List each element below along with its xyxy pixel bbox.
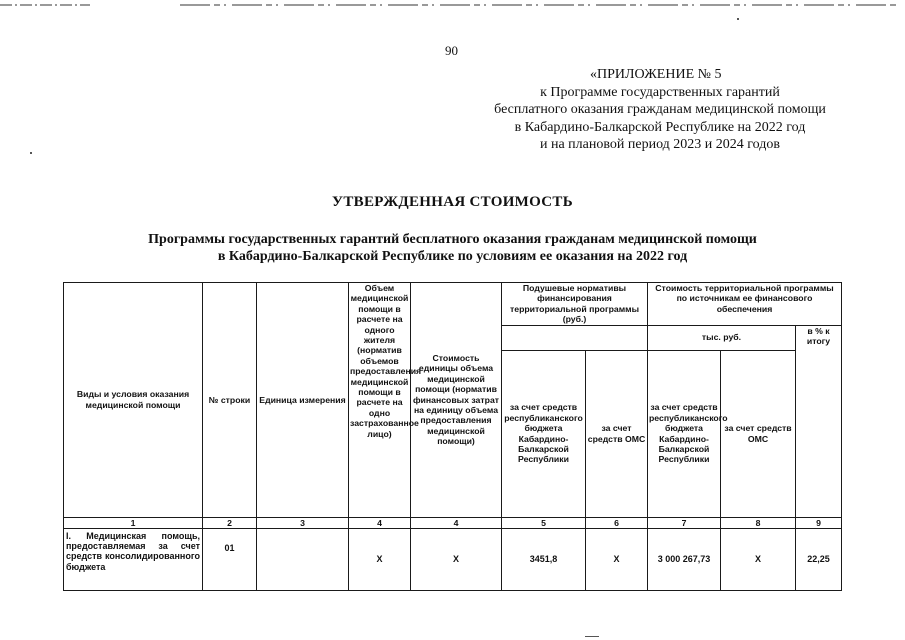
- appendix-line: и на плановой период 2023 и 2024 годов: [539, 137, 781, 152]
- row-percent: 22,25: [796, 528, 842, 590]
- scan-speck: [585, 636, 599, 637]
- appendix-header: [430, 66, 890, 154]
- column-number: 4: [411, 517, 502, 528]
- header-row: [64, 283, 842, 326]
- header-percap-budget: за счет средств республиканского бюджета Кабардино-Балкарской Республики: [502, 350, 586, 517]
- row-line-no: 01: [203, 528, 257, 590]
- header-volume: Объем медицинской помощи в расчете на одного жителя (норматив объемов предоставления медицинской помощи в расчете на одно застрахованное лицо): [349, 283, 411, 518]
- scan-speck: [30, 152, 32, 154]
- page-number: 90: [445, 43, 458, 58]
- appendix-heading: «ПРИЛОЖЕНИЕ № 5: [590, 67, 722, 82]
- row-unit: [257, 528, 349, 590]
- column-number: 9: [796, 517, 842, 528]
- header-cost-budget: за счет средств республиканского бюджета Кабардино-Балкарской Республики: [648, 350, 721, 517]
- column-number: 2: [203, 517, 257, 528]
- row-volume: Х: [349, 528, 411, 590]
- column-number: 6: [586, 517, 648, 528]
- row-cost-oms: Х: [721, 528, 796, 590]
- subtitle-line: в Кабардино-Балкарской Республике по условиям ее оказания на 2022 год: [217, 249, 688, 264]
- row-unit-cost: Х: [411, 528, 502, 590]
- column-number: 7: [648, 517, 721, 528]
- header-cost-oms: за счет средств ОМС: [721, 350, 796, 517]
- header-kind: Виды и условия оказания медицинской помощи: [64, 283, 203, 518]
- header-cost-percent: в % к итогу: [796, 325, 842, 517]
- document-title: УТВЕРЖДЕННАЯ СТОИМОСТЬ: [332, 194, 573, 210]
- row-kind: I. Медицинская помощь, предоставляемая за счет средств консолидированного бюджета: [64, 528, 203, 590]
- column-number: 1: [64, 517, 203, 528]
- column-number: 3: [257, 517, 349, 528]
- column-number-row: [64, 517, 842, 528]
- header-unit: Единица измерения: [257, 283, 349, 518]
- header-unit-cost: Стоимость единицы объема медицинской помощи (норматив финансовых затрат на единицу объема предоставления медицинской помощи): [411, 283, 502, 518]
- appendix-line: в Кабардино-Балкарской Республике на 2022 год: [514, 119, 806, 135]
- appendix-line: к Программе государственных гарантий: [540, 84, 780, 100]
- column-number: 4: [349, 517, 411, 528]
- document-subtitle: [0, 231, 905, 265]
- row-percap-budget: 3451,8: [502, 528, 586, 590]
- subtitle-line: Программы государственных гарантий бесплатного оказания гражданам медицинской помощи: [148, 232, 757, 247]
- header-cost-thous: тыс. руб.: [648, 325, 796, 350]
- header-percap-spacer: [502, 325, 648, 350]
- column-number: 8: [721, 517, 796, 528]
- header-cost-group: Стоимость территориальной программы по источникам ее финансового обеспечения: [648, 283, 842, 326]
- cost-table: [63, 282, 842, 591]
- header-percap-group: Подушевые нормативы финансирования территориальной программы (руб.): [502, 283, 648, 326]
- appendix-line: бесплатного оказания гражданам медицинской помощи: [494, 102, 826, 117]
- row-percap-oms: Х: [586, 528, 648, 590]
- table-row: [64, 528, 842, 590]
- header-percap-oms: за счет средств ОМС: [586, 350, 648, 517]
- scan-edge-artifact: [0, 2, 905, 10]
- header-line-no: № строки: [203, 283, 257, 518]
- column-number: 5: [502, 517, 586, 528]
- scan-speck: [737, 18, 739, 20]
- row-cost-budget: 3 000 267,73: [648, 528, 721, 590]
